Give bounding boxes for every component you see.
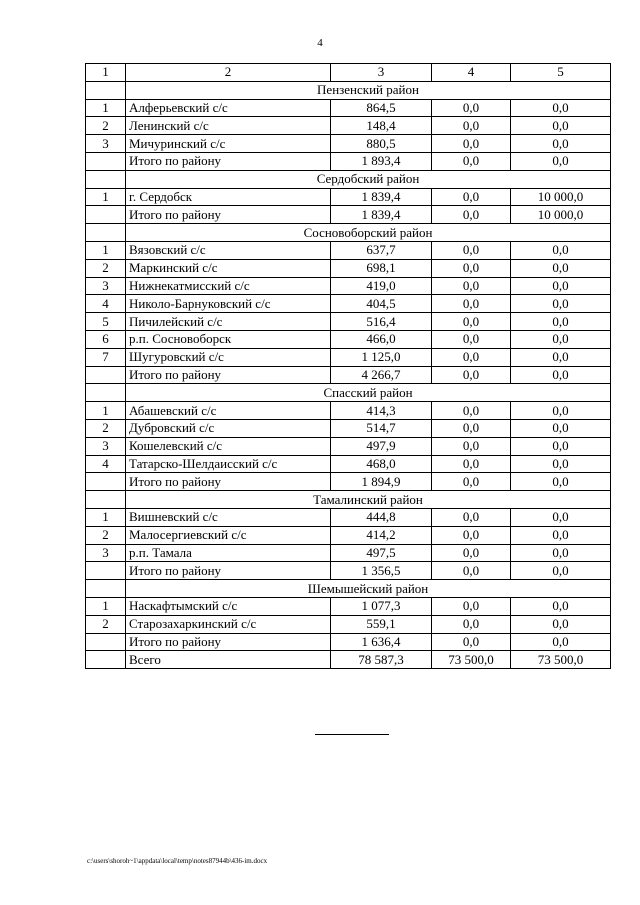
row-col4-value: 0,0: [432, 473, 511, 491]
row-number: 2: [86, 526, 126, 544]
row-name: Старозахаркинский с/с: [126, 615, 331, 633]
end-line: [315, 734, 389, 735]
table-row: [86, 259, 611, 277]
row-col4-value: 0,0: [432, 419, 511, 437]
table-row: [86, 117, 611, 135]
row-number: 2: [86, 419, 126, 437]
row-col4-value: 0,0: [432, 188, 511, 206]
row-name: Итого по району: [126, 206, 331, 224]
table-row: [86, 135, 611, 153]
row-col4-value: 0,0: [432, 633, 511, 651]
row-name: Итого по району: [126, 633, 331, 651]
row-col3-value: 1 839,4: [331, 188, 432, 206]
row-number: 1: [86, 99, 126, 117]
row-col4-value: 0,0: [432, 544, 511, 562]
table-row: [86, 508, 611, 526]
section-row: [86, 580, 611, 598]
row-number: 7: [86, 348, 126, 366]
row-col3-value: 78 587,3: [331, 651, 432, 669]
row-col5-value: 0,0: [511, 295, 611, 313]
row-col3-value: 1 636,4: [331, 633, 432, 651]
row-col3-value: 516,4: [331, 313, 432, 331]
row-col5-value: 0,0: [511, 348, 611, 366]
row-name: Всего: [126, 651, 331, 669]
row-number: 2: [86, 615, 126, 633]
row-number: 4: [86, 455, 126, 473]
row-col5-value: 10 000,0: [511, 206, 611, 224]
table-row: [86, 348, 611, 366]
row-col5-value: 0,0: [511, 437, 611, 455]
table-body: [86, 64, 611, 669]
row-col4-value: 0,0: [432, 99, 511, 117]
row-col4-value: 0,0: [432, 277, 511, 295]
row-col4-value: 73 500,0: [432, 651, 511, 669]
section-title: Шемышейский район: [126, 580, 611, 598]
row-number: 2: [86, 259, 126, 277]
row-name: Шугуровский с/с: [126, 348, 331, 366]
section-row: [86, 81, 611, 99]
budget-table: [85, 63, 611, 669]
row-col4-value: 0,0: [432, 295, 511, 313]
row-number: [86, 562, 126, 580]
row-col3-value: 698,1: [331, 259, 432, 277]
row-col5-value: 0,0: [511, 508, 611, 526]
row-number: 2: [86, 117, 126, 135]
row-name: Вязовский с/с: [126, 241, 331, 259]
row-col3-value: 1 125,0: [331, 348, 432, 366]
row-col3-value: 1 894,9: [331, 473, 432, 491]
row-col3-value: 4 266,7: [331, 366, 432, 384]
row-col4-value: 0,0: [432, 135, 511, 153]
row-col3-value: 414,2: [331, 526, 432, 544]
row-col4-value: 0,0: [432, 348, 511, 366]
row-col3-value: 559,1: [331, 615, 432, 633]
section-spacer: [86, 384, 126, 402]
section-row: [86, 384, 611, 402]
row-col4-value: 0,0: [432, 437, 511, 455]
table-row: [86, 313, 611, 331]
row-col3-value: 148,4: [331, 117, 432, 135]
row-col4-value: 0,0: [432, 526, 511, 544]
row-name: Вишневский с/с: [126, 508, 331, 526]
row-col5-value: 0,0: [511, 473, 611, 491]
row-col5-value: 0,0: [511, 544, 611, 562]
total-row: [86, 562, 611, 580]
total-row: [86, 152, 611, 170]
row-col5-value: 0,0: [511, 241, 611, 259]
header-cell: 1: [86, 64, 126, 82]
row-number: 4: [86, 295, 126, 313]
row-col3-value: 1 839,4: [331, 206, 432, 224]
row-name: Татарско-Шелдаисский с/с: [126, 455, 331, 473]
row-col5-value: 0,0: [511, 99, 611, 117]
row-col3-value: 497,5: [331, 544, 432, 562]
row-name: Итого по району: [126, 562, 331, 580]
row-col4-value: 0,0: [432, 206, 511, 224]
row-number: [86, 206, 126, 224]
page-number: 4: [317, 37, 323, 49]
row-name: Абашевский с/с: [126, 402, 331, 420]
section-title: Сосновоборский район: [126, 224, 611, 242]
table-row: [86, 597, 611, 615]
table-row: [86, 402, 611, 420]
row-col5-value: 0,0: [511, 135, 611, 153]
row-number: 1: [86, 188, 126, 206]
section-spacer: [86, 224, 126, 242]
row-name: г. Сердобск: [126, 188, 331, 206]
row-number: 1: [86, 241, 126, 259]
row-col3-value: 444,8: [331, 508, 432, 526]
row-col3-value: 497,9: [331, 437, 432, 455]
row-col3-value: 1 077,3: [331, 597, 432, 615]
header-cell: 3: [331, 64, 432, 82]
row-col5-value: 0,0: [511, 259, 611, 277]
row-col5-value: 0,0: [511, 526, 611, 544]
row-col5-value: 0,0: [511, 633, 611, 651]
row-col3-value: 1 356,5: [331, 562, 432, 580]
table-row: [86, 295, 611, 313]
row-col4-value: 0,0: [432, 597, 511, 615]
table-row: [86, 615, 611, 633]
row-col5-value: 0,0: [511, 366, 611, 384]
row-name: Мичуринский с/с: [126, 135, 331, 153]
table-row: [86, 277, 611, 295]
row-col5-value: 0,0: [511, 313, 611, 331]
row-name: Итого по району: [126, 366, 331, 384]
row-col5-value: 0,0: [511, 152, 611, 170]
table-row: [86, 330, 611, 348]
footer-file-path: c:\users\shoroh~1\appdata\local\temp\notes87944b\436-im.docx: [87, 857, 268, 865]
row-number: 6: [86, 330, 126, 348]
row-number: 3: [86, 437, 126, 455]
section-spacer: [86, 170, 126, 188]
row-name: Николо-Барнуковский с/с: [126, 295, 331, 313]
row-col3-value: 880,5: [331, 135, 432, 153]
header-cell: 2: [126, 64, 331, 82]
row-number: 3: [86, 277, 126, 295]
row-number: [86, 633, 126, 651]
row-name: Ленинский с/с: [126, 117, 331, 135]
row-name: Малосергиевский с/с: [126, 526, 331, 544]
row-name: Маркинский с/с: [126, 259, 331, 277]
section-spacer: [86, 81, 126, 99]
table-row: [86, 526, 611, 544]
total-row: [86, 633, 611, 651]
table-row: [86, 437, 611, 455]
row-number: 1: [86, 508, 126, 526]
row-col5-value: 73 500,0: [511, 651, 611, 669]
row-number: 3: [86, 544, 126, 562]
row-col4-value: 0,0: [432, 330, 511, 348]
row-col4-value: 0,0: [432, 241, 511, 259]
header-cell: 4: [432, 64, 511, 82]
row-name: Итого по району: [126, 152, 331, 170]
row-col4-value: 0,0: [432, 313, 511, 331]
row-col3-value: 466,0: [331, 330, 432, 348]
row-col4-value: 0,0: [432, 615, 511, 633]
row-col5-value: 0,0: [511, 419, 611, 437]
row-col3-value: 1 893,4: [331, 152, 432, 170]
row-col3-value: 404,5: [331, 295, 432, 313]
row-col4-value: 0,0: [432, 402, 511, 420]
section-row: [86, 170, 611, 188]
row-name: Пичилейский с/с: [126, 313, 331, 331]
row-col5-value: 0,0: [511, 402, 611, 420]
row-name: р.п. Сосновоборск: [126, 330, 331, 348]
table-row: [86, 241, 611, 259]
row-col5-value: 0,0: [511, 562, 611, 580]
header-cell: 5: [511, 64, 611, 82]
row-name: Итого по району: [126, 473, 331, 491]
table-row: [86, 188, 611, 206]
row-name: Кошелевский с/с: [126, 437, 331, 455]
section-title: Тамалинский район: [126, 491, 611, 509]
section-row: [86, 491, 611, 509]
row-name: Нижнекатмисский с/с: [126, 277, 331, 295]
row-number: 1: [86, 597, 126, 615]
row-col4-value: 0,0: [432, 455, 511, 473]
row-col5-value: 0,0: [511, 597, 611, 615]
row-col4-value: 0,0: [432, 508, 511, 526]
section-row: [86, 224, 611, 242]
row-col4-value: 0,0: [432, 366, 511, 384]
row-col3-value: 468,0: [331, 455, 432, 473]
row-col3-value: 514,7: [331, 419, 432, 437]
row-number: [86, 152, 126, 170]
row-name: Дубровский с/с: [126, 419, 331, 437]
row-col3-value: 414,3: [331, 402, 432, 420]
row-col3-value: 419,0: [331, 277, 432, 295]
row-col3-value: 864,5: [331, 99, 432, 117]
row-name: р.п. Тамала: [126, 544, 331, 562]
total-row: [86, 206, 611, 224]
table-row: [86, 99, 611, 117]
row-number: 5: [86, 313, 126, 331]
row-col4-value: 0,0: [432, 259, 511, 277]
row-name: Наскафтымский с/с: [126, 597, 331, 615]
total-row: [86, 651, 611, 669]
row-col5-value: 0,0: [511, 117, 611, 135]
section-spacer: [86, 491, 126, 509]
row-col5-value: 0,0: [511, 330, 611, 348]
section-spacer: [86, 580, 126, 598]
row-col5-value: 0,0: [511, 615, 611, 633]
header-row: [86, 64, 611, 82]
row-number: [86, 366, 126, 384]
row-number: [86, 651, 126, 669]
total-row: [86, 366, 611, 384]
row-number: [86, 473, 126, 491]
row-col4-value: 0,0: [432, 117, 511, 135]
section-title: Спасский район: [126, 384, 611, 402]
row-col5-value: 0,0: [511, 277, 611, 295]
row-name: Алферьевский с/с: [126, 99, 331, 117]
total-row: [86, 473, 611, 491]
table-row: [86, 544, 611, 562]
table-row: [86, 455, 611, 473]
row-col3-value: 637,7: [331, 241, 432, 259]
row-col4-value: 0,0: [432, 562, 511, 580]
row-number: 1: [86, 402, 126, 420]
table-row: [86, 419, 611, 437]
row-col5-value: 0,0: [511, 455, 611, 473]
section-title: Сердобский район: [126, 170, 611, 188]
section-title: Пензенский район: [126, 81, 611, 99]
row-col4-value: 0,0: [432, 152, 511, 170]
row-col5-value: 10 000,0: [511, 188, 611, 206]
row-number: 3: [86, 135, 126, 153]
